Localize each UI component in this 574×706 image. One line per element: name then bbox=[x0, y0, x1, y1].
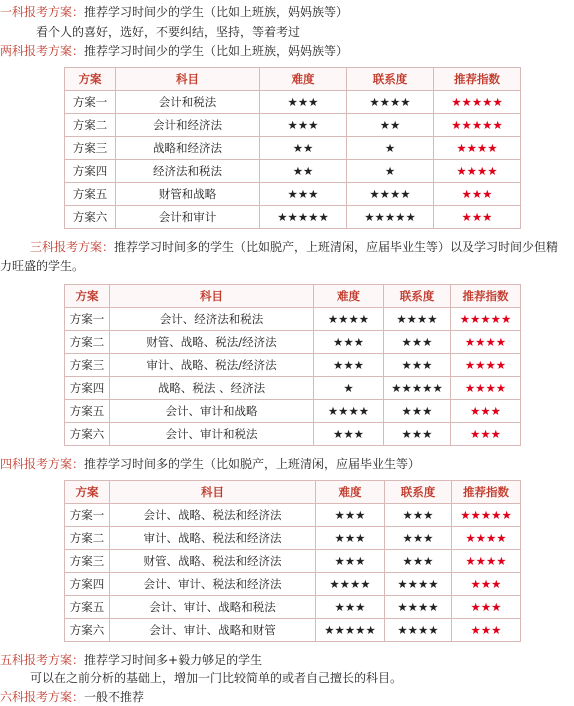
plan-one-label: 一科报考方案： bbox=[0, 5, 85, 19]
header-plan: 方案 bbox=[65, 68, 116, 91]
three-subject-table bbox=[64, 284, 521, 446]
relevance-stars: ★★★★ bbox=[385, 619, 452, 642]
header-recommendation: 推荐指数 bbox=[434, 68, 521, 91]
plan-name: 方案六 bbox=[65, 619, 110, 642]
relevance-stars: ★ bbox=[347, 137, 434, 160]
plan-six-label: 六科报考方案： bbox=[0, 690, 85, 704]
plan-one-line bbox=[0, 3, 574, 21]
subjects: 会计、审计、战略和税法 bbox=[110, 596, 316, 619]
difficulty-stars: ★★★★★ bbox=[316, 619, 385, 642]
table-row bbox=[65, 596, 521, 619]
recommendation-stars: ★★★★ bbox=[451, 354, 521, 377]
subjects: 会计、审计、战略和财管 bbox=[110, 619, 316, 642]
plan-five-line bbox=[0, 651, 574, 669]
plan-name: 方案一 bbox=[65, 504, 110, 527]
table-row bbox=[65, 308, 521, 331]
plan-name: 方案四 bbox=[65, 160, 116, 183]
header-plan: 方案 bbox=[65, 481, 110, 504]
recommendation-stars: ★★★★★ bbox=[434, 114, 521, 137]
relevance-stars: ★★★★ bbox=[384, 308, 451, 331]
four-subject-table bbox=[64, 480, 521, 642]
difficulty-stars: ★★★ bbox=[314, 423, 384, 446]
plan-four-text: 推荐学习时间多的学生（比如脱产，上班清闲，应届毕业生等） bbox=[84, 457, 421, 471]
plan-three-line bbox=[0, 238, 570, 276]
subjects: 会计和审计 bbox=[116, 206, 260, 229]
difficulty-stars: ★★★ bbox=[316, 504, 385, 527]
relevance-stars: ★★★★ bbox=[347, 91, 434, 114]
difficulty-stars: ★ bbox=[314, 377, 384, 400]
subjects: 会计、战略、税法和经济法 bbox=[110, 504, 316, 527]
table-row bbox=[65, 160, 521, 183]
relevance-stars: ★★★ bbox=[385, 550, 452, 573]
header-recommendation: 推荐指数 bbox=[451, 285, 521, 308]
header-subjects: 科目 bbox=[110, 285, 314, 308]
difficulty-stars: ★★★ bbox=[316, 596, 385, 619]
recommendation-stars: ★★★★ bbox=[434, 137, 521, 160]
recommendation-stars: ★★★★★ bbox=[451, 308, 521, 331]
header-difficulty: 难度 bbox=[260, 68, 347, 91]
header-recommendation: 推荐指数 bbox=[452, 481, 521, 504]
relevance-stars: ★★★ bbox=[385, 504, 452, 527]
table-row bbox=[65, 400, 521, 423]
plan-three-label: 三科报考方案： bbox=[30, 240, 115, 254]
plan-five-text: 推荐学习时间多+毅力够足的学生 bbox=[84, 653, 263, 667]
table-row bbox=[65, 331, 521, 354]
table-row bbox=[65, 137, 521, 160]
header-subjects: 科目 bbox=[110, 481, 316, 504]
recommendation-stars: ★★★★ bbox=[452, 550, 521, 573]
difficulty-stars: ★★★ bbox=[316, 527, 385, 550]
difficulty-stars: ★★★★ bbox=[316, 573, 385, 596]
subjects: 审计、战略、税法/经济法 bbox=[110, 354, 314, 377]
header-difficulty: 难度 bbox=[316, 481, 385, 504]
table-row bbox=[65, 206, 521, 229]
table-row bbox=[65, 377, 521, 400]
plan-name: 方案二 bbox=[65, 331, 110, 354]
plan-name: 方案五 bbox=[65, 596, 110, 619]
plan-name: 方案六 bbox=[65, 423, 110, 446]
relevance-stars: ★★★★ bbox=[385, 573, 452, 596]
plan-two-line bbox=[0, 42, 574, 60]
relevance-stars: ★★★★ bbox=[385, 596, 452, 619]
relevance-stars: ★★ bbox=[347, 114, 434, 137]
header-relevance: 联系度 bbox=[385, 481, 452, 504]
recommendation-stars: ★★★★★ bbox=[434, 91, 521, 114]
table-row bbox=[65, 183, 521, 206]
recommendation-stars: ★★★★★ bbox=[452, 504, 521, 527]
plan-five-note: 可以在之前分析的基础上，增加一门比较简单的或者自己擅长的科目。 bbox=[30, 671, 403, 685]
plan-one-note: 看个人的喜好，选好，不要纠结，坚持，等着考过 bbox=[36, 25, 301, 39]
recommendation-stars: ★★★★ bbox=[434, 160, 521, 183]
table-row bbox=[65, 114, 521, 137]
recommendation-stars: ★★★★ bbox=[451, 331, 521, 354]
difficulty-stars: ★★★ bbox=[260, 91, 347, 114]
plan-name: 方案四 bbox=[65, 377, 110, 400]
plan-four-line bbox=[0, 455, 574, 473]
plan-four-label: 四科报考方案： bbox=[0, 457, 85, 471]
plan-six-line bbox=[0, 688, 574, 706]
difficulty-stars: ★★ bbox=[260, 160, 347, 183]
plan-name: 方案六 bbox=[65, 206, 116, 229]
plan-three-text: 推荐学习时间多的学生（比如脱产，上班清闲，应届毕业生等）以及学习时间少但精力旺盛的学生。 bbox=[0, 240, 559, 273]
plan-five-label: 五科报考方案： bbox=[0, 653, 85, 667]
plan-name: 方案四 bbox=[65, 573, 110, 596]
recommendation-stars: ★★★ bbox=[451, 423, 521, 446]
relevance-stars: ★ bbox=[347, 160, 434, 183]
plan-six-text: 一般不推荐 bbox=[84, 690, 145, 704]
relevance-stars: ★★★ bbox=[384, 331, 451, 354]
plan-name: 方案二 bbox=[65, 114, 116, 137]
subjects: 经济法和税法 bbox=[116, 160, 260, 183]
two-subject-table bbox=[64, 67, 521, 229]
difficulty-stars: ★★ bbox=[260, 137, 347, 160]
table-row bbox=[65, 423, 521, 446]
relevance-stars: ★★★ bbox=[384, 423, 451, 446]
table-header-row bbox=[65, 68, 521, 91]
difficulty-stars: ★★★★ bbox=[314, 308, 384, 331]
plan-name: 方案三 bbox=[65, 550, 110, 573]
subjects: 会计和经济法 bbox=[116, 114, 260, 137]
plan-name: 方案一 bbox=[65, 308, 110, 331]
difficulty-stars: ★★★★★ bbox=[260, 206, 347, 229]
subjects: 会计、审计和战略 bbox=[110, 400, 314, 423]
difficulty-stars: ★★★ bbox=[260, 183, 347, 206]
recommendation-stars: ★★★ bbox=[452, 596, 521, 619]
recommendation-stars: ★★★ bbox=[434, 183, 521, 206]
plan-two-label: 两科报考方案： bbox=[0, 44, 85, 58]
plan-one-text: 推荐学习时间少的学生（比如上班族，妈妈族等） bbox=[84, 5, 349, 19]
difficulty-stars: ★★★ bbox=[316, 550, 385, 573]
relevance-stars: ★★★ bbox=[385, 527, 452, 550]
table-header-row bbox=[65, 481, 521, 504]
header-plan: 方案 bbox=[65, 285, 110, 308]
table-row bbox=[65, 573, 521, 596]
subjects: 会计和税法 bbox=[116, 91, 260, 114]
subjects: 会计、审计和税法 bbox=[110, 423, 314, 446]
difficulty-stars: ★★★ bbox=[314, 331, 384, 354]
relevance-stars: ★★★ bbox=[384, 354, 451, 377]
recommendation-stars: ★★★ bbox=[451, 400, 521, 423]
relevance-stars: ★★★★★ bbox=[384, 377, 451, 400]
plan-name: 方案一 bbox=[65, 91, 116, 114]
subjects: 战略、税法 、经济法 bbox=[110, 377, 314, 400]
table-row bbox=[65, 550, 521, 573]
table-row bbox=[65, 504, 521, 527]
header-difficulty: 难度 bbox=[314, 285, 384, 308]
table-row bbox=[65, 527, 521, 550]
table-row bbox=[65, 619, 521, 642]
plan-name: 方案三 bbox=[65, 137, 116, 160]
plan-name: 方案二 bbox=[65, 527, 110, 550]
header-relevance: 联系度 bbox=[384, 285, 451, 308]
recommendation-stars: ★★★★ bbox=[452, 527, 521, 550]
header-relevance: 联系度 bbox=[347, 68, 434, 91]
subjects: 财管、战略、税法和经济法 bbox=[110, 550, 316, 573]
subjects: 审计、战略、税法和经济法 bbox=[110, 527, 316, 550]
plan-two-text: 推荐学习时间少的学生（比如上班族，妈妈族等） bbox=[84, 44, 349, 58]
recommendation-stars: ★★★★ bbox=[451, 377, 521, 400]
plan-name: 方案五 bbox=[65, 183, 116, 206]
plan-name: 方案三 bbox=[65, 354, 110, 377]
recommendation-stars: ★★★ bbox=[452, 573, 521, 596]
recommendation-stars: ★★★ bbox=[452, 619, 521, 642]
subjects: 战略和经济法 bbox=[116, 137, 260, 160]
relevance-stars: ★★★★★ bbox=[347, 206, 434, 229]
plan-name: 方案五 bbox=[65, 400, 110, 423]
subjects: 财管、战略、税法/经济法 bbox=[110, 331, 314, 354]
table-header-row bbox=[65, 285, 521, 308]
table-row bbox=[65, 354, 521, 377]
header-subjects: 科目 bbox=[116, 68, 260, 91]
recommendation-stars: ★★★ bbox=[434, 206, 521, 229]
difficulty-stars: ★★★ bbox=[314, 354, 384, 377]
subjects: 财管和战略 bbox=[116, 183, 260, 206]
difficulty-stars: ★★★ bbox=[260, 114, 347, 137]
relevance-stars: ★★★ bbox=[384, 400, 451, 423]
subjects: 会计、审计、税法和经济法 bbox=[110, 573, 316, 596]
relevance-stars: ★★★★ bbox=[347, 183, 434, 206]
difficulty-stars: ★★★★ bbox=[314, 400, 384, 423]
subjects: 会计、经济法和税法 bbox=[110, 308, 314, 331]
table-row bbox=[65, 91, 521, 114]
